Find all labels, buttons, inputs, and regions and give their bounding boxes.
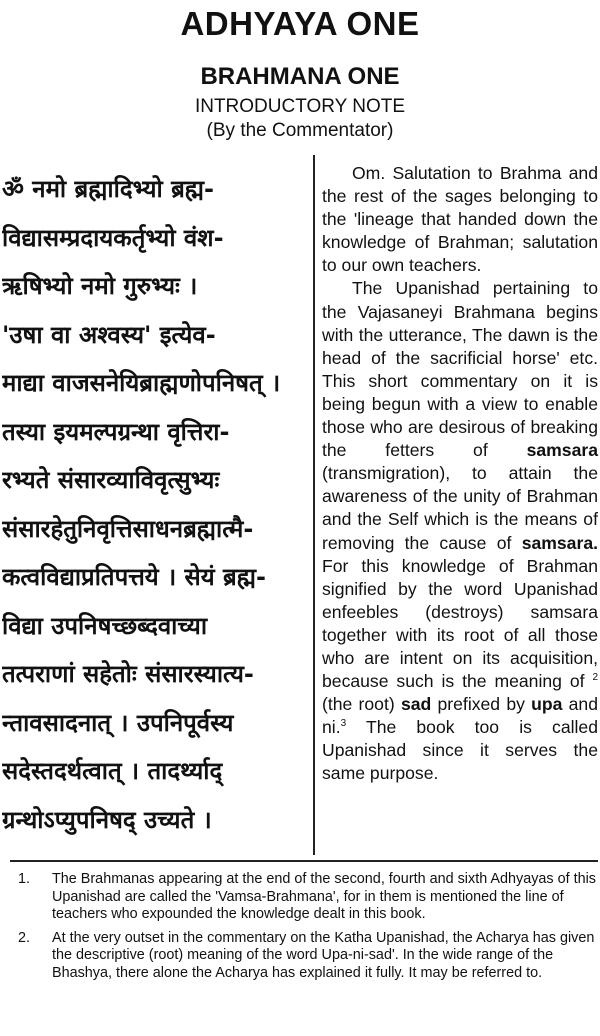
sanskrit-line: न्तावसादनात् । उपनिपूर्वस्य [2, 708, 234, 737]
footnote-ref-2: 2 [592, 672, 598, 684]
sanskrit-line: ऋषिभ्यो नमो गुरुभ्यः । [2, 272, 198, 300]
term-samsara: samsara [526, 440, 598, 461]
sanskrit-line: कत्वविद्याप्रतिपत्तये । सेयं ब्रह्म- [2, 563, 266, 591]
footnotes [18, 871, 598, 988]
sanskrit-line: माद्या वाजसनेयिब्राह्मणोपनिषत् । [2, 369, 281, 397]
chapter-title: ADHYAYA ONE [180, 5, 420, 42]
commentary-text: (transmigration), to attain the awareness of the unity of Brahman and the Self which is the means of removing the cause of [322, 463, 598, 553]
sanskrit-line: संसारहेतुनिवृत्तिसाधनब्रह्मात्मै- [2, 514, 254, 543]
commentary-paragraph-1: Om. Salutation to Brahma and the rest of the sages belonging to the 'lineage that handed down the knowledge of Brahman; salutation to our own teachers. [322, 163, 598, 276]
commentary-text: For this knowledge of Brahman signified by the word Upanishad enfeebles (destroys) samsara together with its root of all those who are intent on its acquisition, because such is the meaning of [322, 555, 598, 692]
footnote-1 [18, 871, 598, 924]
sanskrit-line: विद्या उपनिषच्छब्दवाच्या [2, 611, 208, 640]
sanskrit-line: रभ्यते संसारव्याविवृत्सुभ्यः [2, 466, 220, 494]
sanskrit-text-column [2, 165, 306, 844]
footnote-2 [18, 930, 598, 983]
footnote-text: At the very outset in the commentary on the Katha Upanishad, the Acharya has given the descriptive (root) meaning of the word Upa-ni-sad'. In the wide range of the Bhashya, there alone the Acharya has explained it fully. It may be referred to. [52, 929, 595, 981]
english-commentary-column [322, 162, 598, 786]
footnote-ref-3: 3 [340, 718, 347, 730]
term-upa: upa [531, 694, 563, 715]
sanskrit-line: तस्या इयमल्पग्रन्था वृत्तिरा- [2, 417, 230, 446]
term-sad: sad [400, 694, 432, 715]
sanskrit-line: विद्यासम्प्रदायकर्तृभ्यो वंश- [2, 223, 224, 252]
sanskrit-line: तत्पराणां सहेतोः संसारस्यात्य- [2, 660, 254, 688]
footnote-text: The Brahmanas appearing at the end of the second, fourth and sixth Adhyayas of this Upanishad are called the 'Vamsa-Brahmana', for in them is mentioned the line of teachers who expounded the knowledge dealt in this book. [52, 871, 596, 922]
sanskrit-line: सदेस्तदर्थत्वात् । तादर्थ्याद् [2, 757, 223, 785]
sanskrit-line: 'उषा वा अश्वस्य' इत्येव- [2, 320, 216, 349]
introductory-note-heading: INTRODUCTORY NOTE [194, 96, 406, 117]
commentary-paragraph-2 [322, 277, 598, 785]
commentator-attribution: (By the Commentator) [206, 120, 394, 141]
commentary-text: (the root) [322, 694, 401, 715]
footnote-number: 1. [18, 871, 31, 887]
sanskrit-line: ॐ नमो ब्रह्मादिभ्यो ब्रह्म- [2, 175, 214, 203]
term-samsara: samsara. [521, 532, 598, 553]
sanskrit-line: ग्रन्थोऽप्युपनिषद् उच्यते । [2, 805, 212, 834]
footnote-number: 2. [18, 929, 31, 946]
section-title: BRAHMANA ONE [200, 63, 400, 90]
commentary-text: The Upanishad pertaining to the Vajasaneyi Brahmana begins with the utterance, The dawn is the head of the sacrificial horse' etc. This short commentary on it is being begun with a view to enable those who are desirous of breaking the fetters of [322, 278, 598, 461]
commentary-text: prefixed by [431, 694, 532, 715]
footnote-divider [10, 860, 598, 862]
column-divider [313, 155, 315, 855]
commentary-text: The book too is called Upanishad since it serves the same purpose. [322, 717, 598, 784]
commentary-text: and ni. [322, 694, 599, 738]
